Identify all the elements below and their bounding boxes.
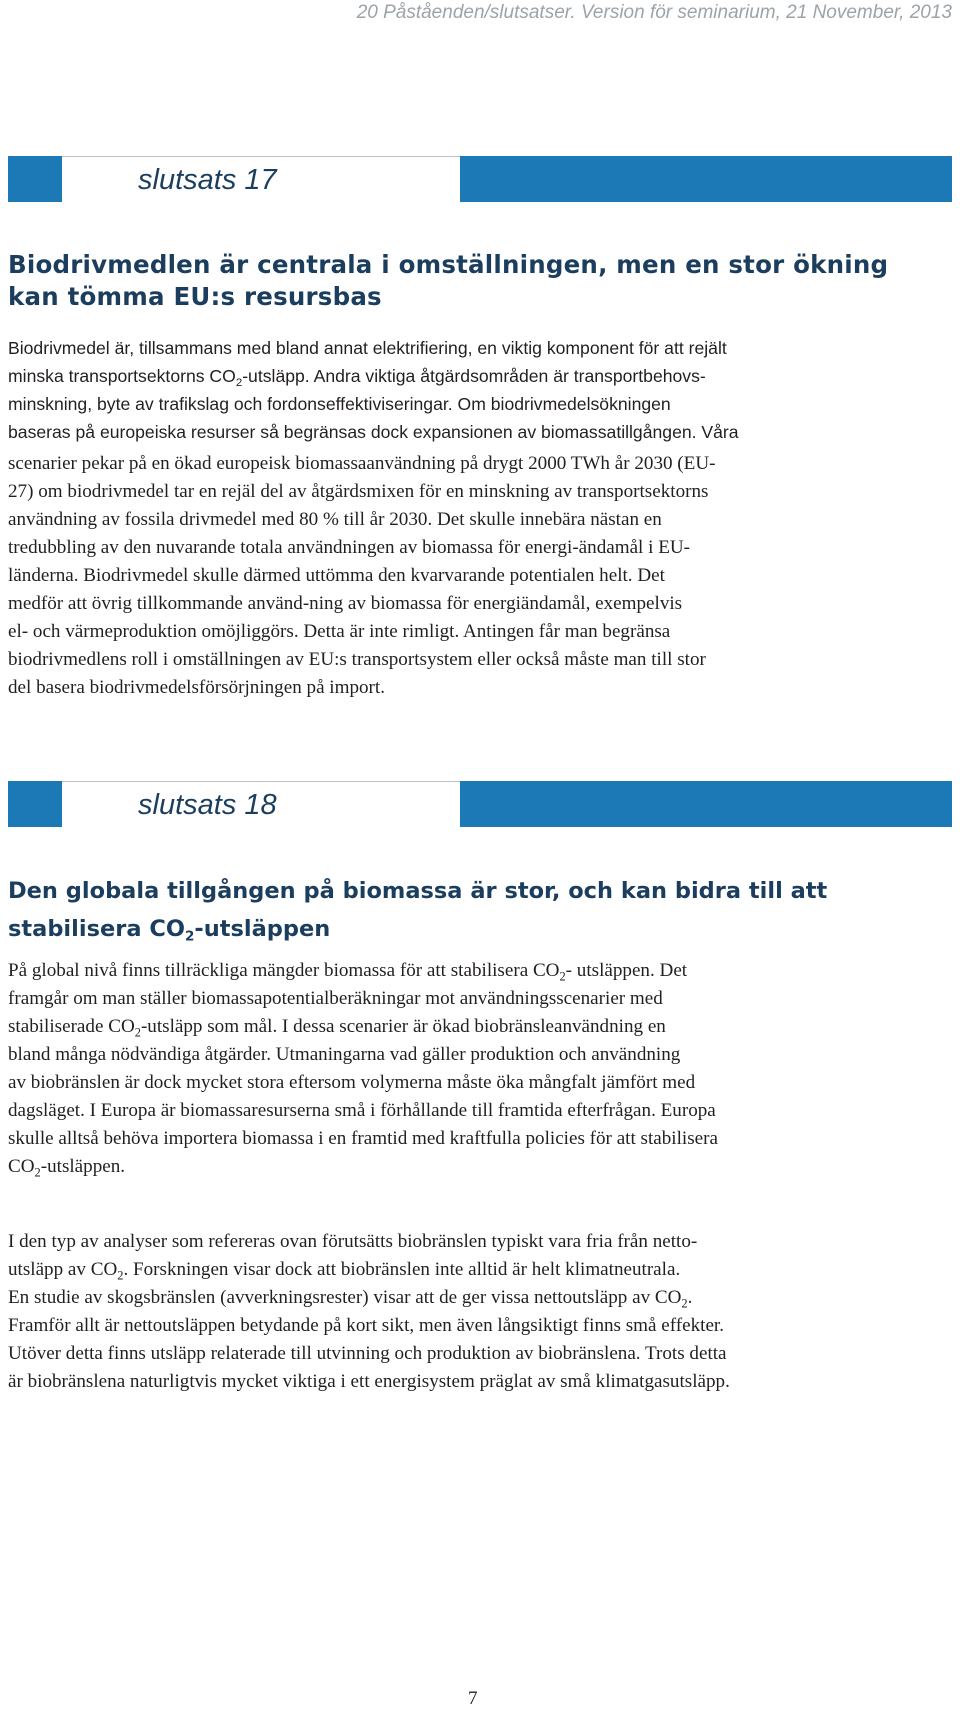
- text-line: dagsläget. I Europa är biomassaresurserna små i förhållande till framtida efterfrågan. Europa: [8, 1100, 716, 1121]
- text-line: länderna. Biodrivmedel skulle därmed uttömma den kvarvarande potentialen helt. Det: [8, 565, 665, 586]
- subscript: 2: [235, 377, 243, 389]
- banner-left-block: [8, 156, 62, 202]
- text-line: scenarier pekar på en ökad europeisk biomassaanvändning på drygt 2000 TWh år 2030 (EU-: [8, 453, 716, 474]
- text-line: minska transportsektorns $CO_2$-utsläpp. Andra viktiga åtgärdsområden är transportbehovs-: [8, 366, 706, 389]
- text-line: biodrivmedlens roll i omställningen av EU:s transportsystem eller också måste man till stor: [8, 649, 706, 670]
- running-header: 20 Påståenden/slutsatser. Version för seminarium, 21 November, 2013: [356, 2, 952, 23]
- text-line: el- och värmeproduktion omöjliggörs. Detta är inte rimligt. Antingen får man begränsa: [8, 621, 671, 642]
- text-line: skulle alltså behöva importera biomassa i en framtid med kraftfulla policies för att stabilisera: [8, 1128, 718, 1149]
- banner-right-block: [460, 156, 952, 202]
- conclusion-17-label: slutsats 17: [138, 164, 277, 196]
- subscript: 2: [681, 1296, 688, 1311]
- heading-line: stabilisera $CO_2$-utsläppen: [8, 916, 331, 945]
- banner-rule: [62, 781, 460, 782]
- text-line: tredubbling av den nuvarande totala användningen av biomassa för energi-ändamål i EU-: [8, 537, 691, 558]
- text-line: av biobränslen är dock mycket stora eftersom volymerna måste öka mångfalt jämfört med: [8, 1072, 696, 1093]
- conclusion-17-body-sans: [8, 334, 960, 446]
- subscript: 2: [117, 1268, 124, 1283]
- heading-line: Den globala tillgången på biomassa är stor, och kan bidra till att: [8, 878, 828, 904]
- conclusion-18-banner: [8, 781, 952, 827]
- text-line: Utöver detta finns utsläpp relaterade till utvinning och produktion av biobränslena. Trots detta: [8, 1343, 727, 1364]
- text-line: framgår om man ställer biomassapotentialberäkningar mot användningsscenarier med: [8, 988, 663, 1009]
- subscript: 2: [134, 1025, 141, 1040]
- conclusion-18-paragraph-1: [8, 957, 960, 1181]
- conclusion-18-paragraph-2: [8, 1228, 960, 1396]
- banner-rule: [62, 156, 460, 157]
- text-line: baseras på europeiska resurser så begränsas dock expansionen av biomassatillgången. Våra: [8, 422, 739, 442]
- heading-line: Biodrivmedlen är centrala i omställningen, men en stor ökning: [8, 250, 889, 279]
- conclusion-17-body-serif: [8, 450, 960, 702]
- text-line: bland många nödvändiga åtgärder. Utmaningarna vad gäller produktion och användning: [8, 1044, 681, 1065]
- text-line: del basera biodrivmedelsförsörjningen på import.: [8, 677, 385, 698]
- page-number: 7: [468, 1688, 478, 1709]
- subscript: 2: [559, 969, 566, 984]
- text-line: utsläpp av $CO_2$. Forskningen visar dock att biobränslen inte alltid är helt klimatneutrala.: [8, 1259, 681, 1283]
- subscript: 2: [184, 928, 195, 945]
- text-line: stabiliserade $CO_2$-utsläpp som mål. I dessa scenarier är ökad biobränsleanvändning en: [8, 1016, 666, 1040]
- conclusion-18-heading: [8, 872, 952, 948]
- conclusion-18-label: slutsats 18: [138, 789, 277, 821]
- text-line: medför att övrig tillkommande använd-ning av biomassa för energiändamål, exempelvis: [8, 593, 683, 614]
- text-line: användning av fossila drivmedel med 80 % till år 2030. Det skulle innebära nästan en: [8, 509, 662, 530]
- text-line: är biobränslena naturligtvis mycket viktiga i ett energisystem präglat av små klimatgasutsläpp.: [8, 1371, 730, 1392]
- text-line: 27) om biodrivmedel tar en rejäl del av åtgärdsmixen för en minskning av transportsektorns: [8, 481, 709, 502]
- heading-line: kan tömma EU:s resursbas: [8, 282, 382, 311]
- text-line: Framför allt är nettoutsläppen betydande på kort sikt, men även långsiktigt finns små effekter.: [8, 1315, 725, 1336]
- banner-right-block: [460, 781, 952, 827]
- conclusion-17-heading: [8, 249, 952, 313]
- subscript: 2: [34, 1165, 41, 1180]
- text-line: minskning, byte av trafikslag och fordonseffektiviseringar. Om biodrivmedelsökningen: [8, 394, 671, 414]
- text-line: En studie av skogsbränslen (avverkningsrester) visar att de ger vissa nettoutsläpp av $CO_2$.: [8, 1287, 693, 1311]
- banner-left-block: [8, 781, 62, 827]
- text-line: Biodrivmedel är, tillsammans med bland annat elektrifiering, en viktig komponent för att rejält: [8, 338, 727, 358]
- text-line: I den typ av analyser som refereras ovan förutsätts biobränslen typiskt vara fria från netto-: [8, 1231, 698, 1252]
- text-line: På global nivå finns tillräckliga mängder biomassa för att stabilisera $CO_2-$ utsläppen. Det: [8, 960, 688, 984]
- conclusion-17-banner: [8, 156, 952, 202]
- text-line: $CO_2$-utsläppen.: [8, 1156, 126, 1180]
